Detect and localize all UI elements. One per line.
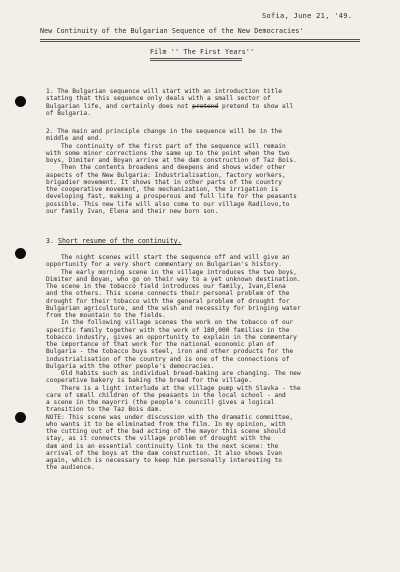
section-2-line: aspects of the New Bulgaria: Industrialisation, factory workers, (46, 171, 286, 179)
section-3-line: Bulgaria with the other people's democracies. (46, 362, 215, 370)
film-title: Film '' The First Years'' (150, 48, 255, 56)
section-3-line: cooperative bakery is baking the bread for the village. (46, 377, 252, 385)
section-3-line: again, which is necessary to keep him personally interesting to (46, 457, 282, 464)
section-3-line: who wants it to be eliminated from the film. In my opinion, with (46, 420, 286, 428)
section-3-line: care of small children of the peasants in the local school - and (46, 391, 286, 399)
section-3-line: the audience. (46, 464, 95, 472)
punch-hole-middle (15, 248, 26, 259)
section-3-body (46, 254, 388, 472)
section-3-line: the importance of that work for the national economic plan of (46, 341, 275, 348)
section-3-line: opportunity for a very short commentary on Bulgarian's history. (46, 261, 282, 269)
section-3-line: The scene in the tobacco field introduces our family, Ivan,Elena (46, 283, 286, 290)
section-3-line: Dimiter and Boyan, who go on their way to a yet unknown destination. (46, 275, 301, 283)
section-3-line: stay, as it connects the village problem of drought with the (46, 435, 271, 443)
section-1-line-text: Bulgarian life, and certainly does not (46, 102, 189, 110)
section-2-line: brigadier movement. It shows that in other parts of the country (46, 178, 282, 186)
section-2-line: middle and end. (46, 135, 103, 143)
section-3-line: NOTE: This scene was under discussion with the dramatic committee, (46, 413, 294, 421)
section-1-line: 1. The Bulgarian sequence will start with an introduction title (46, 88, 282, 95)
section-1-line-tail: pretend to show all (218, 102, 294, 110)
section-2-line: boys, Dimiter and Boyan arrive at the dam construction of Taz Bois. (46, 157, 297, 164)
section-2-line: The continuity of the first part of the sequence will remain (46, 142, 286, 150)
dateline: Sofia, June 21, '49. (262, 12, 353, 20)
section-2-line: the cooperative movement, the mechanization, the irrigation is (46, 186, 279, 193)
section-3-line: arrival of the boys at the dam construction. It also shows Ivan (46, 449, 282, 457)
section-3-line: specific family together with the work of 180,000 families in the (46, 326, 290, 334)
section-2-line: with some minor corrections the same up to the point when the two (46, 149, 290, 157)
section-3-line: transition to the Taz Bois dam. (46, 406, 163, 414)
section-3-line: drought for their tobacco with the general problem of drought for (46, 297, 290, 305)
section-2 (46, 128, 388, 215)
section-3-line: The early morning scene in the village introduces the two boys, (46, 268, 297, 276)
section-3-heading (46, 238, 182, 245)
section-3-line: Old habits such as individual bread-baking are changing. The new (46, 370, 301, 377)
struck-word: pretend (192, 102, 219, 110)
section-2-line: possible. This new life will also come to our village Radilovo,to (46, 200, 290, 208)
section-3-line: a scene in the mayorri (the people's council) gives a logical (46, 399, 275, 406)
section-3-line: In the following village scenes the work on the tobacco of our (46, 319, 294, 327)
section-2-line: Then the contents broadens and deepens and shows wider other (46, 164, 286, 172)
section-3-line: Bulgaria - the tobacco buys steel, iron and other products for the (46, 348, 294, 356)
section-1-line (46, 103, 388, 110)
section-1-line: stating that this sequence only deals with a small sector of (46, 95, 271, 103)
section-3-line: the cutting out of the bad acting of the mayor this scene should (46, 428, 286, 435)
section-3-line: and the others. This scene connects their personal problem of the (46, 290, 290, 298)
section-2-line: our family Ivan, Elena and their new born son. (46, 207, 219, 215)
section-3-line: Bulgarian agriculture, and the wish and necessity for bringing water (46, 304, 301, 312)
section-3-number: 3. (46, 237, 54, 245)
section-3-line: tobacco industry, gives an opportunity to explain in the commentary (46, 333, 297, 341)
title-underline (40, 39, 360, 42)
section-1 (46, 88, 388, 117)
section-3-title: Short resume of the continuity. (57, 237, 182, 245)
punch-hole-top (15, 96, 26, 107)
document-title: New Continuity of the Bulgarian Sequence of the New Democracies' (40, 27, 304, 35)
section-3-line: from the mountain to the fields. (46, 312, 166, 319)
section-3-line: The night scenes will start the sequence off and will give an (46, 254, 290, 261)
section-3-line: There is a light interlude at the village pump with Slavka - the (46, 384, 301, 392)
section-3-line: industrialisation of the country and is one of the connections of (46, 355, 290, 363)
section-1-line: of Bulgaria. (46, 109, 91, 117)
film-title-underline (150, 58, 242, 61)
section-2-line: 2. The main and principle change in the sequence will be in the (46, 128, 282, 135)
section-2-line: developing fast, making a prosperous and full life for the peasants (46, 193, 297, 201)
section-3-line: dam and is an essential continuity link to the next scene: the (46, 442, 279, 450)
punch-hole-bottom (15, 412, 26, 423)
